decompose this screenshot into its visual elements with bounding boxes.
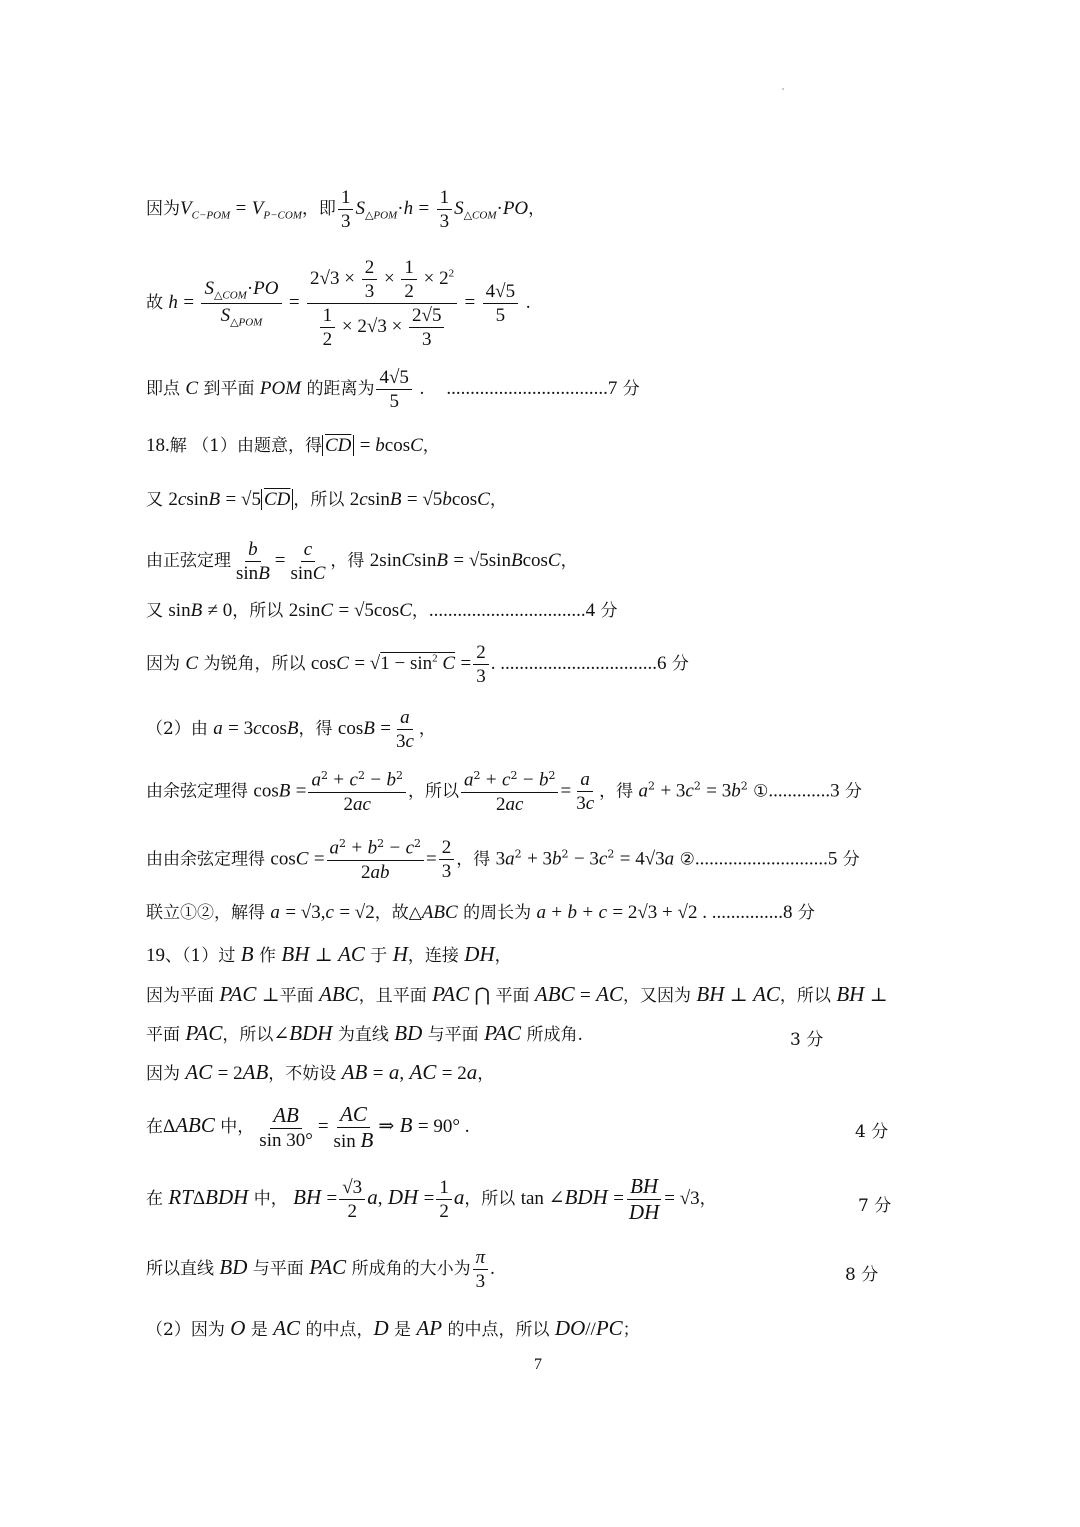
line-14: 因为平面 PAC ⊥平面 ABC，且平面 PAC ⋂ 平面 ABC = AC，又因为 BH ⊥ AC，所以 BH ⊥: [146, 982, 888, 1006]
line-11: 由由余弦定理得 cosC = $\frac{a^2 + b^2 - c^2}{2ab}$ = $\frac{2}{3}$ ，得 $3a^2 + 3b^2 - 3c^2 = 4√3a$ ②............................5 分: [146, 837, 860, 883]
line-8: 因为 C 为锐角，所以 $\cos C = √1 - \sin^2 C$ = $\frac{2}{3}$ . .................................6 分: [146, 642, 689, 687]
score-3: 3 分: [790, 1030, 824, 1050]
line-12: 联立①②，解得 a = √3,c = √2，故△ABC 的周长为 a + b + c = 2√3 + √2 . ...............8 分: [146, 902, 815, 923]
line-16: 因为 AC = 2AB，不妨设 AB = a, AC = 2a，: [146, 1060, 495, 1084]
line-15: 平面 PAC，所以∠BDH 为直线 BD 与平面 PAC 所成角.: [146, 1021, 583, 1045]
line-17: 在ΔABC 中， $\frac{AB}{\sin 30^\circ}$ = $\frac{AC}{\text{sin B}}$ ⇒ B = 90° .: [146, 1102, 470, 1152]
line-1: 因为$V_{C-POM} = V_{P-COM}$，即 $\frac{1}{3}$ $S_{\triangle POM}\cdot h$ = $\frac{1}{3}$ $S_{\triangle COM}\cdot PO$，: [146, 187, 546, 232]
line-2: 故 h = $\frac{S_{\triangle COM}\cdot PO}{S_{\triangle POM}}$ = 2√3 × $\frac{2}{3}$ × $\frac{1}{2}$ × $2^2$ $\frac{1}{2}$ × 2√3 × $\frac{2√5}{3}$ = $\frac{4√5}{5}$ .: [146, 257, 531, 350]
stray-dot: [782, 88, 784, 90]
line-10: 由余弦定理得 cosB = $\frac{a^2 + c^2 - b^2}{2ac}$ ，所以 $\frac{a^2 + c^2 - b^2}{2ac}$ = $\frac{a}{3c}$ ，得 $a^2 + 3c^2 = 3b^2$ ①.............3 分: [146, 769, 863, 815]
score-7: 7 分: [858, 1196, 892, 1216]
page-number: 7: [534, 1356, 542, 1373]
line-18: 在 RTΔBDH 中， BH = $\frac{√3}{2}$ a, DH = $\frac{1}{2}$ a，所以 tan ∠BDH = $\frac{BH}{DH}$ = √3，: [146, 1174, 717, 1224]
line-13: 19、（1）过 B 作 BH ⊥ AC 于 H，连接 DH，: [146, 942, 512, 966]
line-5: 又 2csinB = √5 $\overline{CD}$ ，所以 2csinB = √5bcosC，: [146, 489, 507, 510]
score-8: 8 分: [845, 1265, 879, 1285]
line-19: 所以直线 BD 与平面 PAC 所成角的大小为 $\frac{\pi}{3}$ .: [146, 1247, 495, 1292]
line-6: 由正弦定理 $\frac{b}{\sin B}$ = $\frac{c}{\sin C}$ ，得 2sinCsinB = √5sinBcosC，: [146, 539, 578, 584]
line-3: 即点 C 到平面 POM 的距离为 $\frac{4√5}{5}$ . ..................................7 分: [146, 367, 640, 412]
line-4: 18.解 （1）由题意，得 $\overline{CD} = bcosC$，: [146, 435, 440, 456]
score-4: 4 分: [855, 1122, 889, 1142]
line-7: 又 sinB ≠ 0，所以 2sinC = √5cosC，.................................4 分: [146, 600, 618, 621]
line-20: （2）因为 O 是 AC 的中点，D 是 AP 的中点，所以 DO//PC；: [146, 1316, 640, 1340]
line-9: （2）由 a = 3ccosB，得 cosB = $\frac{a}{3c}$ ，: [146, 707, 436, 752]
